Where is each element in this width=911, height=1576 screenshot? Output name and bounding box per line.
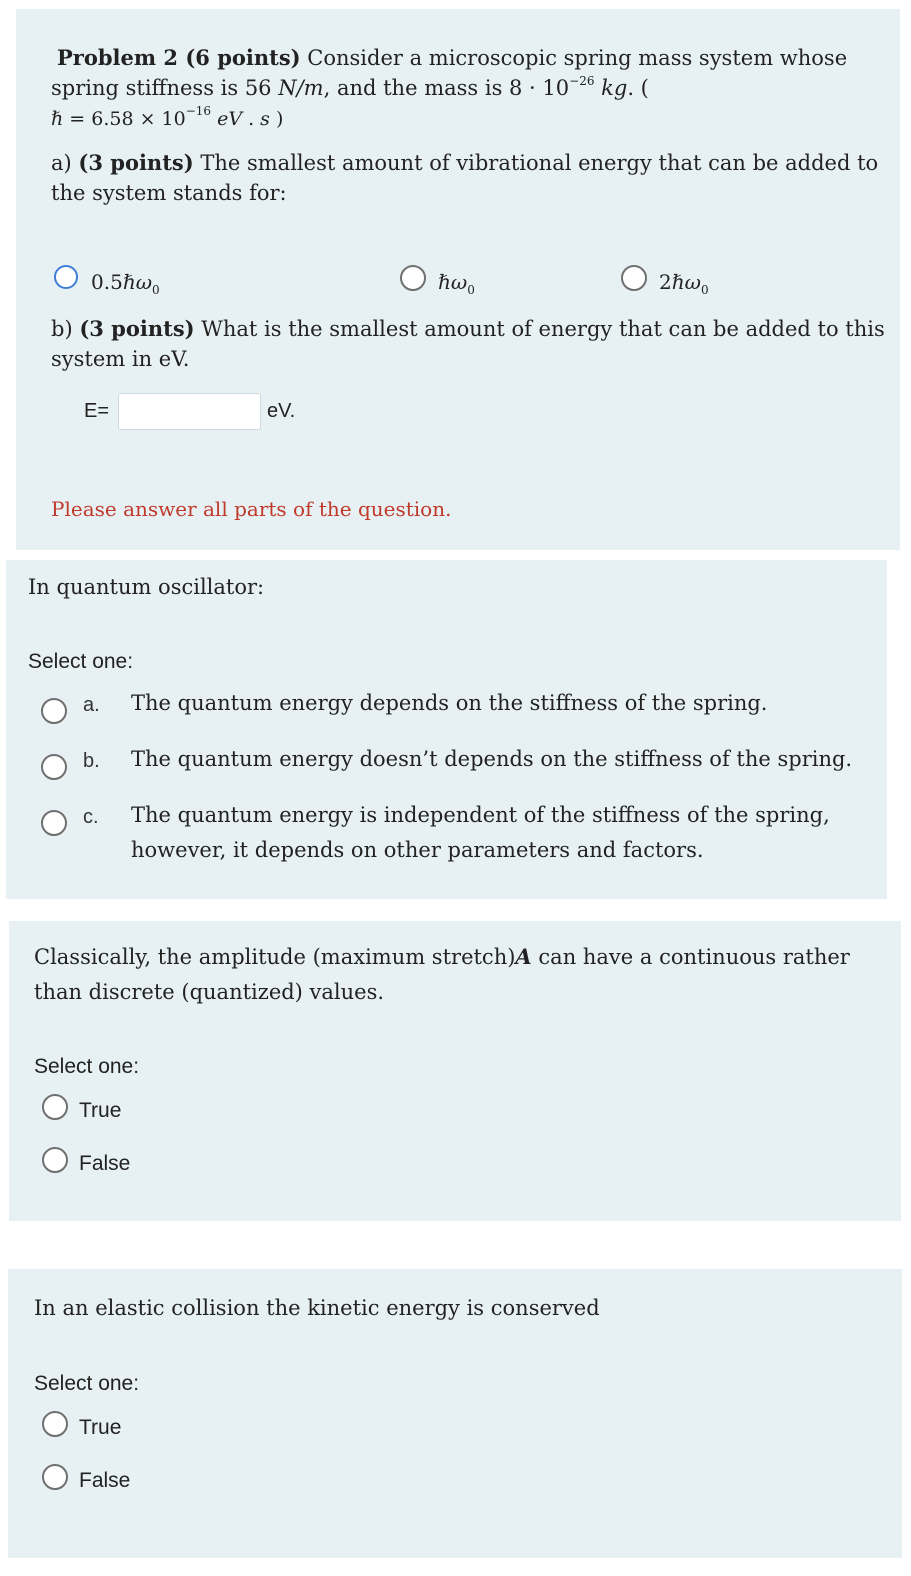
collision-true-radio[interactable] <box>42 1411 68 1437</box>
oscillator-option-c-letter: c. <box>83 806 99 828</box>
option-0.5-hbar-omega-label: 0.5ℏω$_0$ <box>91 270 160 297</box>
oscillator-option-a-text: The quantum energy depends on the stiffness of the spring. <box>131 691 768 715</box>
amplitude-question-line1: Classically, the amplitude (maximum stretch)A can have a continuous rather <box>34 944 850 969</box>
energy-input-label: E= <box>84 400 110 422</box>
part-a-text-line1: a) (3 points) The smallest amount of vibrational energy that can be added to <box>51 150 879 175</box>
part-b-text-line2: system in eV. <box>51 347 190 371</box>
energy-input[interactable] <box>118 393 261 430</box>
oscillator-option-c-text-line1: The quantum energy is independent of the stiffness of the spring, <box>131 803 830 827</box>
collision-question: In an elastic collision the kinetic energy is conserved <box>34 1296 600 1320</box>
collision-false-radio[interactable] <box>42 1464 68 1490</box>
oscillator-option-c-radio[interactable] <box>41 810 67 836</box>
quantum-oscillator-question: In quantum oscillator: <box>28 575 265 599</box>
collision-select-label: Select one: <box>34 1372 140 1395</box>
collision-false-label: False <box>79 1469 131 1492</box>
amplitude-true-label: True <box>79 1099 122 1122</box>
problem2-intro-line2: spring stiffness is 56 N/m, and the mass is $8 \cdot 10^{-26}$ kg. ( <box>51 74 649 100</box>
option-2-hbar-omega-radio[interactable] <box>621 265 647 291</box>
quantum-oscillator-select-label: Select one: <box>28 650 134 673</box>
option-2-hbar-omega-label: 2ℏω$_0$ <box>659 270 709 297</box>
option-0.5-hbar-omega-radio[interactable] <box>54 265 78 289</box>
amplitude-false-radio[interactable] <box>42 1147 68 1173</box>
oscillator-option-a-radio[interactable] <box>41 698 67 724</box>
oscillator-option-b-letter: b. <box>83 750 100 772</box>
part-b-text-line1: b) (3 points) What is the smallest amount of energy that can be added to this <box>51 316 885 341</box>
problem2-intro-line1: Problem 2 (6 points) Consider a microscopic spring mass system whose <box>57 45 848 70</box>
oscillator-option-a-letter: a. <box>83 694 100 716</box>
oscillator-option-b-radio[interactable] <box>41 754 67 780</box>
answer-all-warning: Please answer all parts of the question. <box>51 497 452 521</box>
amplitude-question-line2: than discrete (quantized) values. <box>34 980 385 1004</box>
option-hbar-omega-radio[interactable] <box>400 265 426 291</box>
amplitude-select-label: Select one: <box>34 1055 140 1078</box>
amplitude-true-radio[interactable] <box>42 1094 68 1120</box>
energy-unit-label: eV. <box>267 400 296 422</box>
option-hbar-omega-label: ℏω$_0$ <box>438 270 475 297</box>
oscillator-option-c-text-line2: however, it depends on other parameters and factors. <box>131 838 704 862</box>
hbar-constant: ℏ = $6.58 \times 10^{-16}$ eV . s ) <box>51 104 284 130</box>
oscillator-option-b-text: The quantum energy doesn’t depends on the stiffness of the spring. <box>131 747 853 771</box>
part-a-text-line2: the system stands for: <box>51 181 287 205</box>
amplitude-false-label: False <box>79 1152 131 1175</box>
collision-true-label: True <box>79 1416 122 1439</box>
